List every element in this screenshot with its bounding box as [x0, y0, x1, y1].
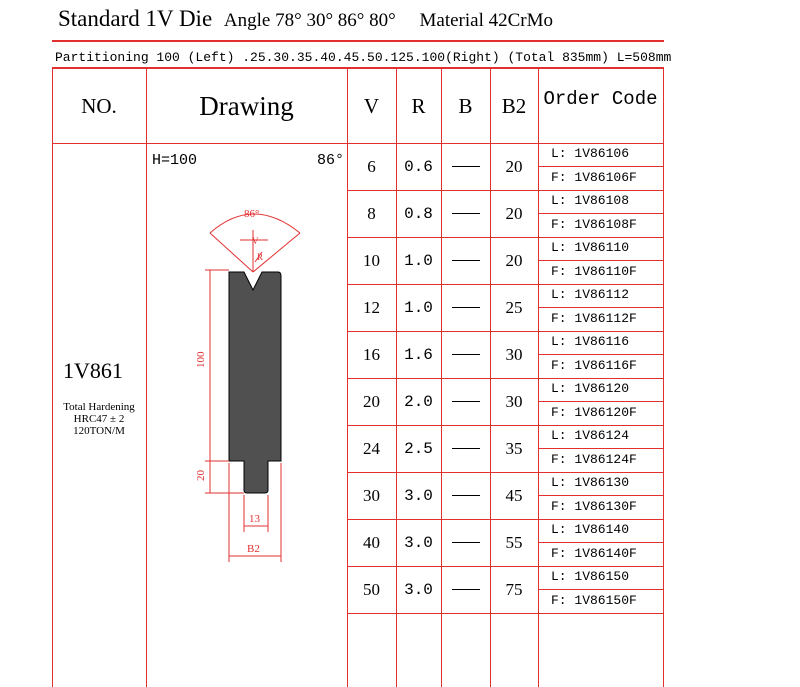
code-l: L: 1V86120: [551, 381, 630, 396]
cell-b2: 20: [505, 156, 523, 176]
cell-b2: 30: [505, 344, 523, 364]
tang-width-text: 13: [249, 513, 260, 525]
code-f: F: 1V86112F: [551, 311, 637, 326]
code-divider: [538, 589, 663, 590]
cell-v: 16: [363, 344, 380, 364]
cell-v: 24: [363, 438, 380, 458]
header-drawing: Drawing: [199, 90, 294, 121]
code-f: F: 1V86150F: [551, 593, 637, 608]
code-l: L: 1V86110: [551, 240, 630, 255]
cell-v: 30: [363, 485, 380, 505]
cell-b2: 35: [505, 438, 523, 458]
height-label: H=100: [152, 152, 198, 169]
col-line: [52, 68, 53, 687]
cell-r: 1.6: [404, 345, 433, 364]
code-l: L: 1V86112: [551, 287, 630, 302]
code-divider: [538, 448, 663, 449]
material-note-line: Total Hardening: [63, 401, 135, 413]
header-r: R: [411, 93, 426, 118]
title-underline: [52, 40, 664, 42]
cell-b2: 20: [505, 250, 523, 270]
code-divider: [538, 542, 663, 543]
cell-b-dash: [452, 213, 480, 214]
page-title: [58, 6, 553, 32]
header-b: B: [458, 93, 473, 118]
code-l: L: 1V86130: [551, 475, 630, 490]
cell-b-dash: [452, 166, 480, 167]
cell-b-dash: [452, 401, 480, 402]
code-divider: [538, 166, 663, 167]
code-divider: [538, 354, 663, 355]
material-note-line: 120TON/M: [73, 425, 125, 437]
header-v: V: [363, 93, 380, 118]
code-f: F: 1V86106F: [551, 170, 637, 185]
cell-b2: 55: [505, 532, 523, 552]
cell-b2: 75: [505, 579, 523, 599]
angle-label: Angle 78° 30° 86° 80°: [223, 10, 396, 31]
height-dimension: [205, 270, 244, 493]
code-f: F: 1V86130F: [551, 499, 637, 514]
cell-v: 6: [367, 156, 376, 176]
cell-r: 1.0: [404, 251, 433, 270]
code-f: F: 1V86120F: [551, 405, 637, 420]
v-dim-text: V: [252, 236, 259, 246]
code-divider: [538, 260, 663, 261]
material-note: [55, 401, 143, 437]
header-order-code: Order Code: [543, 88, 658, 110]
cell-v: 8: [367, 203, 376, 223]
code-divider: [538, 401, 663, 402]
angle-label-drawing: 86°: [317, 152, 345, 169]
cell-b2: 20: [505, 203, 523, 223]
code-divider: [538, 307, 663, 308]
code-f: F: 1V86110F: [551, 264, 637, 279]
cell-b2: 45: [505, 485, 523, 505]
cell-v: 20: [363, 391, 380, 411]
col-line: [146, 68, 147, 687]
tang-width-dimension: [229, 463, 281, 562]
code-f: F: 1V86124F: [551, 452, 637, 467]
code-f: F: 1V86140F: [551, 546, 637, 561]
title-text: Standard 1V Die: [58, 6, 213, 31]
code-l: L: 1V86150: [551, 569, 630, 584]
angle-dim-text: 86°: [244, 208, 260, 220]
header-b2: B2: [501, 93, 527, 118]
b2-dim-text: B2: [247, 543, 260, 555]
code-l: L: 1V86106: [551, 146, 630, 161]
code-l: L: 1V86116: [551, 334, 630, 349]
cell-r: 3.0: [404, 486, 433, 505]
cell-r: 3.0: [404, 533, 433, 552]
cell-v: 12: [363, 297, 380, 317]
cell-b2: 25: [505, 297, 523, 317]
tang-dim-text: 20: [195, 470, 207, 481]
cell-r: 2.5: [404, 439, 433, 458]
cell-v: 40: [363, 532, 380, 552]
code-divider: [538, 213, 663, 214]
cell-v: 10: [363, 250, 380, 270]
material-label: Material 42CrMo: [419, 10, 554, 31]
cell-b-dash: [452, 589, 480, 590]
code-f: F: 1V86108F: [551, 217, 637, 232]
cell-r: 1.0: [404, 298, 433, 317]
cell-b-dash: [452, 260, 480, 261]
height-dim-text: 100: [195, 351, 207, 368]
cell-r: 3.0: [404, 580, 433, 599]
row-divider: [347, 613, 664, 614]
cell-b-dash: [452, 542, 480, 543]
die-body: [229, 272, 281, 493]
cell-r: 2.0: [404, 392, 433, 411]
angle-dimension: [210, 214, 300, 272]
code-l: L: 1V86108: [551, 193, 630, 208]
code-l: L: 1V86140: [551, 522, 630, 537]
code-l: L: 1V86124: [551, 428, 630, 443]
cell-b-dash: [452, 495, 480, 496]
r-dim-text: R: [257, 252, 264, 262]
code-f: F: 1V86116F: [551, 358, 637, 373]
cell-r: 0.8: [404, 204, 433, 223]
material-note-line: HRC47 ± 2: [73, 413, 125, 425]
cell-r: 0.6: [404, 157, 433, 176]
cell-b-dash: [452, 448, 480, 449]
partitioning-note: Partitioning 100 (Left) .25.30.35.40.45.50.125.100(Right) (Total 835mm) L=508mm: [55, 50, 672, 65]
cell-b-dash: [452, 354, 480, 355]
code-divider: [538, 495, 663, 496]
cell-b-dash: [452, 307, 480, 308]
cell-v: 50: [363, 579, 380, 599]
cell-b2: 30: [505, 391, 523, 411]
header-no: NO.: [81, 93, 117, 118]
model-number: 1V861: [63, 358, 123, 383]
